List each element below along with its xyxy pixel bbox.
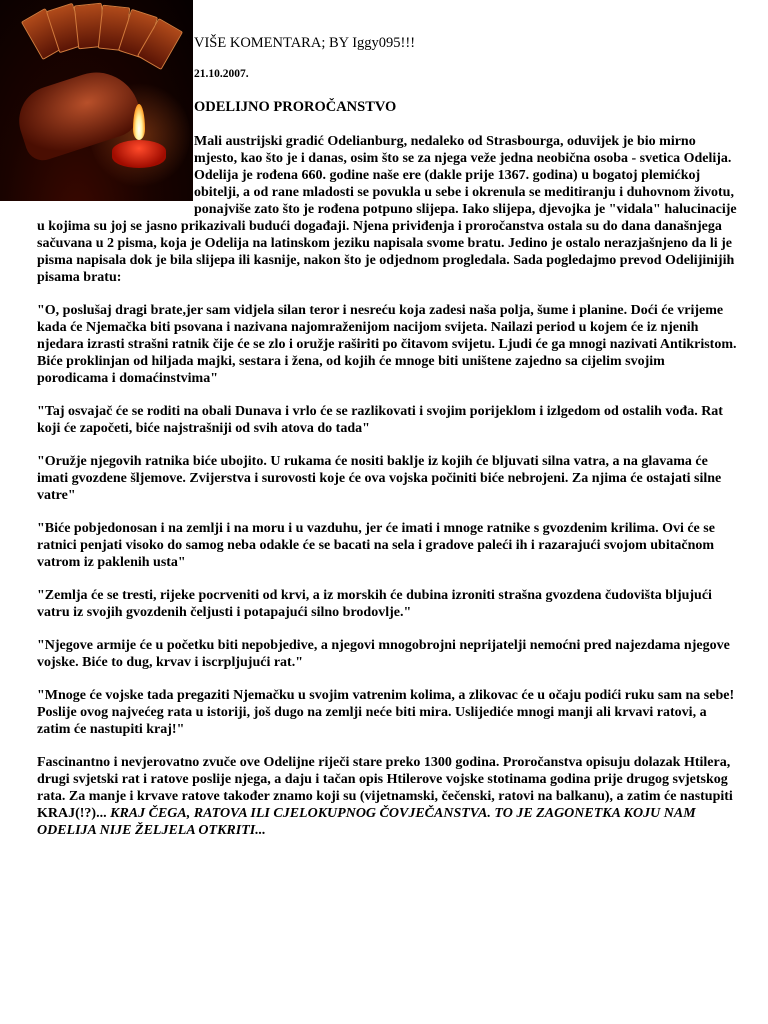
quote-paragraph: "Mnoge će vojske tada pregaziti Njemačku u svojim vatrenim kolima, a zlikovac će u očaju podići ruku sam na sebe! Poslije ovog najvećeg rata u istoriji, još dugo na zemlji neće biti mira. Uslijediće mnogi manji ali krvavi ratovi, a zatim će nastupiti kraj!" [37, 688, 735, 737]
comments-link[interactable]: VIŠE KOMENTARA; BY Iggy095!!! [194, 35, 416, 51]
quote-paragraph: "Biće pobjedonosan i na zemlji i na moru i u vazduhu, jer će imati i mnoge ratnike s gvozdenim krilima. Ovi će se ratnici penjati visoko do samog neba odakle će se bacati na sela i gradove paleći ih i razarajući svojom ubitačnom vatrom iz paklenih usta" [37, 521, 715, 570]
closing-text: Fascinantno i nevjerovatno zvuče ove Odelijne riječi stare preko 1300 godina. Proročanstva opisuju dolazak Htilera, drugi svjetski rat i ratove poslije njega, a daju i tačan opis Htilerove vojske stotinama godina prije drugog svjetskog rata. Za manje i krvave ratove također znamo koji su (vijetnamski, čečenski, ratovi na balkanu), a zatim će nastupiti KRAJ(!?)... [37, 755, 733, 821]
quote-paragraph: "Taj osvajač će se roditi na obali Dunava i vrlo će se razlikovati i svojim porijeklom i izlgedom od ostalih vođa. Rat koji će započeti, biće najstrašniji od svih atova do tada" [37, 404, 723, 436]
quote-paragraph: "Njegove armije će u početku biti nepobjedive, a njegovi mnogobrojni neprijatelji nemoćni pred najezdama njegove vojske. Biće to dug, krvav i iscrpljujući rat." [37, 638, 730, 670]
closing-paragraph [37, 754, 737, 839]
article-body [37, 133, 737, 855]
closing-italic-text: KRAJ ČEGA, RATOVA ILI CJELOKUPNOG ČOVJEČANSTVA. TO JE ZAGONETKA KOJU NAM ODELIJA NIJE ŽELJELA OTKRITI... [37, 806, 696, 838]
image-wrap-space [37, 133, 194, 217]
quote-paragraph: "Zemlja će se tresti, rijeke pocrveniti od krvi, a iz morskih će dubina izroniti strašna gvozdena čudovišta bljujući vatru iz svojih gvozdenih čeljusti i potapajući silno brodovlje." [37, 588, 712, 620]
post-date: 21.10.2007. [194, 68, 249, 80]
quote-paragraph: "O, poslušaj dragi brate,jer sam vidjela silan teror i nesreću koja zadesi naša polja, šume i planine. Doći će vrijeme kada će Njemačka biti psovana i nazivana najomraženijom nacijom svijeta. Nailazi period u kojem će iz njenih njedara izrasti strašni ratnik čije će se zlo i oružje raširiti po čitavom svijetu. Ljudi će ga mnogi nazivati Antikristom. Biće proklinjan od hiljada majki, sestara i žena, od kojih će mnoge biti uništene zajedno sa cijelim svojim porodicama i domaćinstvima" [37, 303, 737, 386]
intro-paragraph: Mali austrijski gradić Odelianburg, nedaleko od Strasbourga, oduvijek je bio mirno mjesto, kao što je i danas, osim što se za njega veže jedna neobična osoba - svetica Odelija. Odelija je rođena 660. godine naše ere (dakle prije 1367. godina) u bogatoj plemićkoj obitelji, a od rane mladosti se povukla u sebe i okrenula se meditiranju i duhovnom životu, ponajviše zato što je rođena potpuno slijepa. Iako slijepa, djevojka je "vidala" halucinacije u kojima su joj se jasno prikazivali budući događaji. Njena priviđenja i proročanstva ostala su do dana današnjega sačuvana u 2 pisma, koja je Odelija na latinskom jeziku napisala svome bratu. Jedino je ostalo nerazjašnjeno da li je pisma napisala dok je bila slijepa ili kasnije, nakon što je odjednom progledala. Sada pogledajmo prevod Odelijinijih pisama bratu: [37, 134, 737, 285]
quote-paragraph: "Oružje njegovih ratnika biće ubojito. U rukama će nositi baklje iz kojih će bljuvati silna vatra, a na glavama će imati gvozdene šljemove. Zvijerstva i surovosti koje će ova vojska počiniti biće nebrojeni. Za njima će ostajati silne vatre" [37, 454, 722, 503]
post-title: ODELIJNO PROROČANSTVO [194, 99, 397, 115]
